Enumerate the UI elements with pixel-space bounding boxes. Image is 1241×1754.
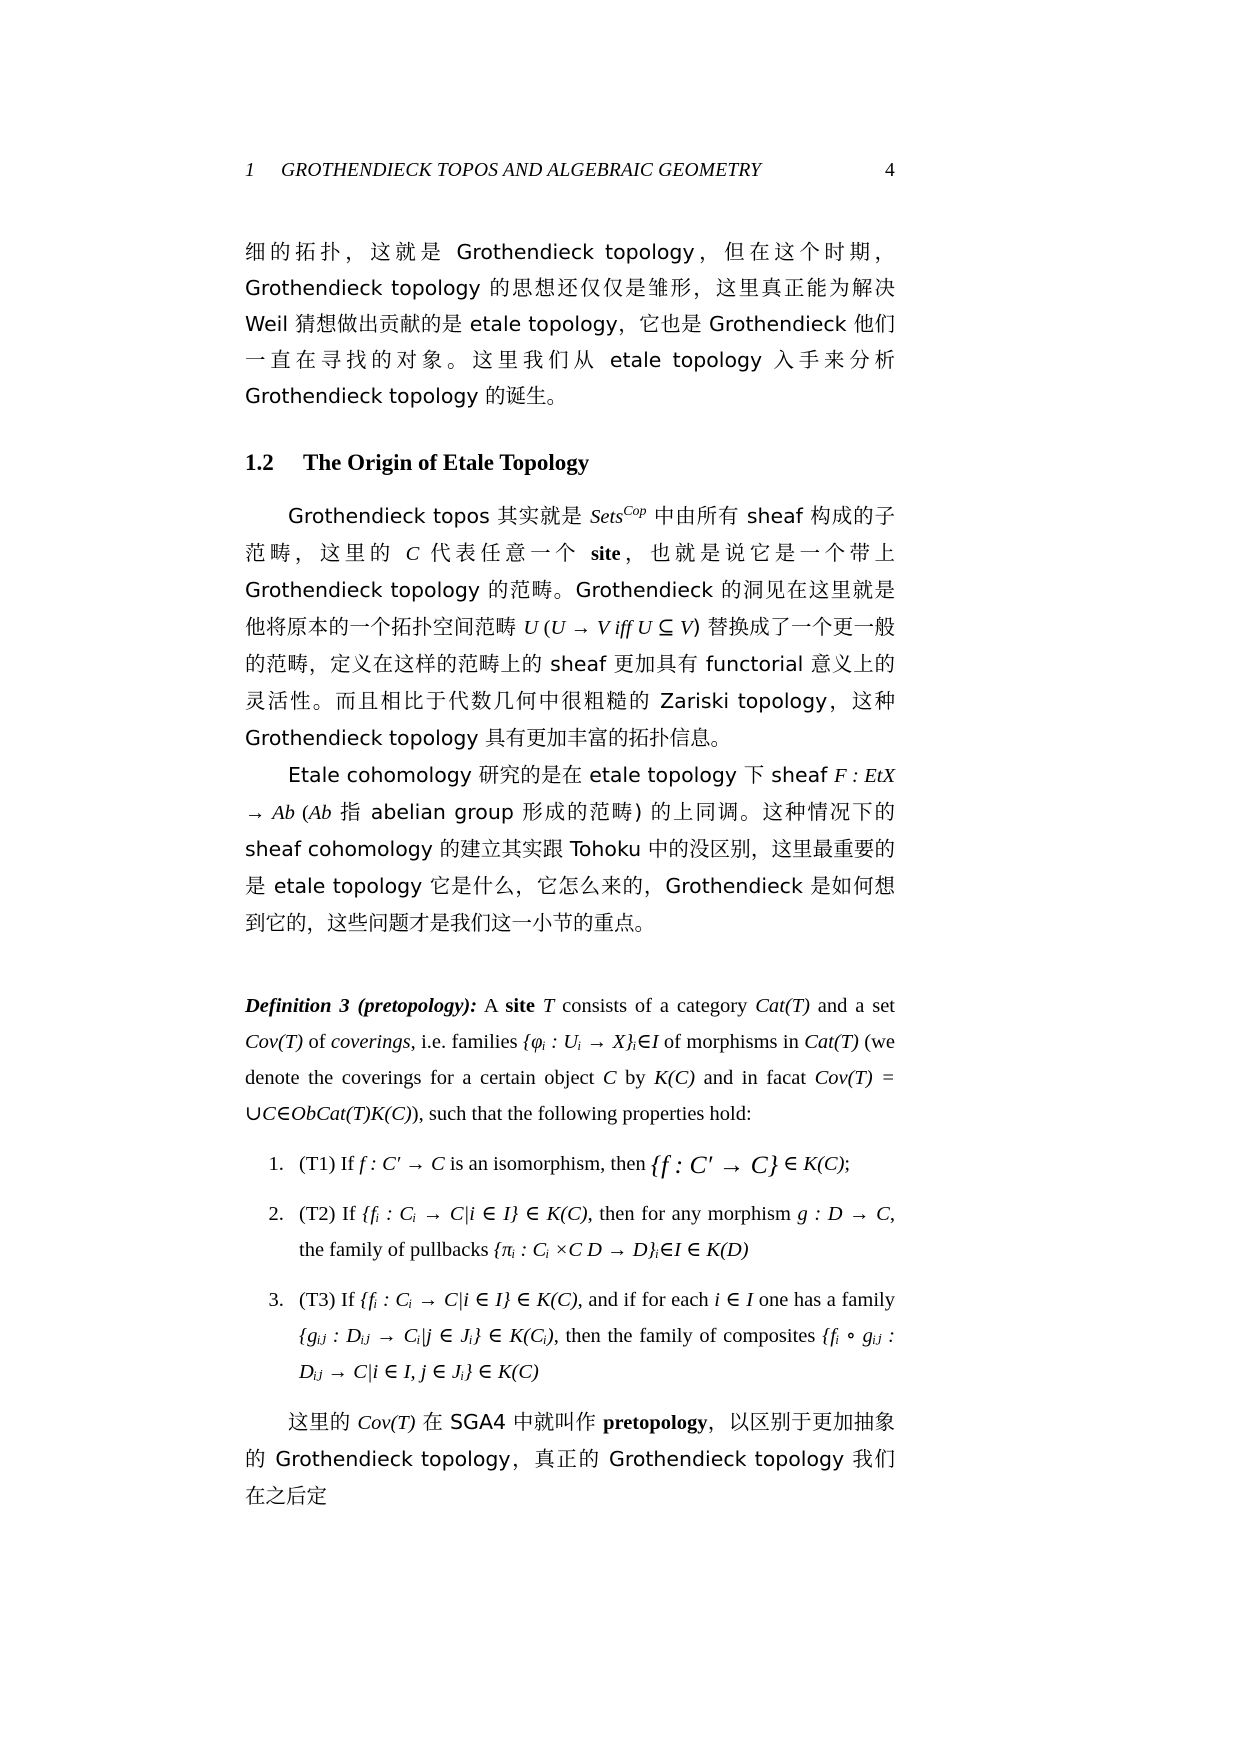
axiom-tag-t1: (T1) xyxy=(299,1152,336,1175)
bold-pretopology: pretopology xyxy=(603,1411,708,1434)
axiom-t3-text-4: one has a family xyxy=(753,1288,895,1311)
math-Ab: Ab xyxy=(308,801,332,824)
axiom-t3-text-6: , then the family of composites xyxy=(553,1324,823,1347)
axiom-t2-text-1: If xyxy=(335,1202,363,1225)
math-CatT: Cat(T) xyxy=(755,994,810,1017)
math-families: {φᵢ : Uᵢ → X}ᵢ∈I xyxy=(522,1030,659,1053)
definition-bold-site: site xyxy=(505,994,535,1017)
running-header xyxy=(245,160,895,182)
math-CovT-union: Cov(T) = ∪C∈ObCat(T)K(C) xyxy=(245,1066,895,1125)
math-sets-exponent: Cop xyxy=(623,504,647,519)
axiom-t1-math-3: K(C) xyxy=(803,1152,845,1175)
header-section-title: GROTHENDIECK TOPOS AND ALGEBRAIC GEOMETRY xyxy=(281,160,762,181)
tail-text-2: 在 SGA4 中就叫作 xyxy=(415,1409,604,1434)
axiom-t2-math-1: {fᵢ : Cᵢ → C|i ∈ I} xyxy=(362,1202,519,1225)
axiom-tag-t2: (T2) xyxy=(299,1202,336,1225)
section-heading-title: The Origin of Etale Topology xyxy=(303,450,590,475)
axiom-t3-text-2: ∈ xyxy=(510,1288,537,1311)
axiom-item-t1 xyxy=(289,1146,895,1182)
axiom-t2-math-4: {πᵢ : Cᵢ ×C D → D}ᵢ∈I xyxy=(493,1238,681,1261)
italic-coverings: coverings xyxy=(330,1030,411,1053)
definition-text-4: and a set xyxy=(809,994,895,1017)
page-content xyxy=(245,160,895,1515)
axiom-t1-math-2: {f : C′ → C} xyxy=(650,1149,778,1179)
axiom-t3-text-3: , and if for each xyxy=(577,1288,715,1311)
axiom-t1-math-1: f : C′ → C xyxy=(359,1152,445,1175)
math-CatT-2: Cat(T) xyxy=(804,1030,859,1053)
section-heading xyxy=(245,450,895,476)
paragraph-tail xyxy=(245,1404,895,1515)
definition-text-1: A xyxy=(477,994,506,1017)
math-CovT: Cov(T) xyxy=(245,1030,304,1053)
header-section-number: 1 xyxy=(245,160,255,181)
pretopology-axiom-list xyxy=(245,1146,895,1390)
axiom-tag-t3: (T3) xyxy=(299,1288,336,1311)
etale-text-1: Etale cohomology 研究的是在 etale topology 下 sheaf xyxy=(288,762,835,787)
etale-text-3: 指 abelian group 形成的范畴) 的上同调。这种情况下的 sheaf cohomology 的建立其实跟 Tohoku 中的没区别，这里最重要的是 etale topology 它是什么，它怎么来的，Grothendieck 是如何想到它的，这些问题才是我们这一小节的重点。 xyxy=(245,799,895,935)
topos-text-3: 代表任意一个 xyxy=(419,540,591,565)
axiom-t3-math-1: {fᵢ : Cᵢ → C|i ∈ I} xyxy=(360,1288,511,1311)
tail-text-1: 这里的 xyxy=(288,1409,358,1434)
axiom-t1-text-3: ∈ xyxy=(777,1152,804,1175)
tail-text-3: ，以区别于更加抽象的 Grothendieck topology，真正的 Grothendieck topology 我们在之后定 xyxy=(245,1409,895,1508)
etale-text-2: ( xyxy=(294,801,309,824)
axiom-t2-text-3: , then for any morphism xyxy=(587,1202,798,1225)
paragraph-continuation: 细的拓扑，这就是 Grothendieck topology，但在这个时期，Grothendieck topology 的思想还仅仅是雏形，这里真正能为解决 Weil 猜想做出贡献的是 etale topology，它也是 Grothendieck 他们一直在寻找的对象。这里我们从 etale topology 入手来分析 Grothendieck topology 的诞生。 xyxy=(245,240,895,408)
topos-text-2: 中由所有 sheaf 构成的子范畴，这里的 xyxy=(245,503,895,565)
definition-text-11: ), such that the following properties hold: xyxy=(411,1102,752,1125)
definition-text-10: and in facat xyxy=(695,1066,815,1089)
axiom-t1-text-4: ; xyxy=(844,1152,851,1175)
axiom-t2-text-2: ∈ xyxy=(518,1202,547,1225)
topos-text-5: ( xyxy=(538,616,551,639)
definition-text-9: by xyxy=(616,1066,655,1089)
axiom-item-t3 xyxy=(289,1282,895,1390)
math-C-object: C xyxy=(602,1066,617,1089)
axiom-t2-math-3: g : D → C xyxy=(797,1202,890,1225)
topos-text-6: ) 替换成了一个更一般的范畴，定义在这样的范畴上的 sheaf 更加具有 functorial 意义上的灵活性。而且相比于代数几何中很粗糙的 Zariski topology，这种 Grothendieck topology 具有更加丰富的拓扑信息。 xyxy=(245,614,896,750)
math-sets: Sets xyxy=(590,505,624,528)
axiom-t3-math-5: K(Cᵢ) xyxy=(509,1324,554,1347)
bold-site: site xyxy=(590,542,621,565)
math-U-calligraphic: U xyxy=(523,616,539,639)
math-F-functor: F : EtX → Ab xyxy=(245,764,895,824)
axiom-t1-text-1: If xyxy=(335,1152,360,1175)
axiom-t3-text-1: If xyxy=(335,1288,361,1311)
math-C: C xyxy=(405,542,420,565)
axiom-t2-text-4: , the family of pullbacks xyxy=(299,1202,895,1261)
definition-text-8: (we denote the coverings for a certain object xyxy=(245,1030,895,1089)
axiom-t3-math-6: {fᵢ ∘ gᵢⱼ : Dᵢⱼ → C|i ∈ I, j ∈ Jᵢ} xyxy=(299,1324,896,1383)
definition-text-7: of morphisms in xyxy=(658,1030,805,1053)
definition-text-2 xyxy=(535,995,543,1017)
paragraph-etale-cohomology xyxy=(245,757,895,942)
definition-text-5: of xyxy=(303,1030,331,1053)
axiom-t3-math-7: K(C) xyxy=(497,1360,539,1383)
paragraph-topos xyxy=(245,494,895,757)
math-inclusion-expression: U → V iff U ⊆ V xyxy=(550,616,693,639)
topos-text-1: Grothendieck topos 其实就是 xyxy=(288,503,591,528)
topos-text-4: ，也就是说它是一个带上 Grothendieck topology 的范畴。Grothendieck 的洞见在这里就是他将原本的一个拓扑空间范畴 xyxy=(245,540,895,639)
definition-text-3: consists of a category xyxy=(554,994,756,1017)
axiom-item-t2 xyxy=(289,1196,895,1268)
definition-label: Definition 3 (pretopology): xyxy=(245,994,478,1017)
axiom-t3-math-3: i ∈ I xyxy=(714,1288,754,1311)
axiom-t3-math-2: K(C) xyxy=(536,1288,578,1311)
math-T: T xyxy=(542,994,555,1017)
tail-math-CovT: Cov(T) xyxy=(357,1411,416,1434)
axiom-t2-math-5: K(D) xyxy=(706,1238,749,1261)
axiom-t3-text-5: ∈ xyxy=(480,1324,510,1347)
axiom-t3-text-7: ∈ xyxy=(472,1360,498,1383)
axiom-t1-text-2: is an isomorphism, then xyxy=(444,1152,651,1175)
definition-block xyxy=(245,988,895,1390)
axiom-t2-text-5: ∈ xyxy=(680,1238,707,1261)
section-heading-number: 1.2 xyxy=(245,450,274,475)
axiom-t3-math-4: {gᵢⱼ : Dᵢⱼ → Cᵢ|j ∈ Jᵢ} xyxy=(299,1324,481,1347)
page-number: 4 xyxy=(885,160,895,181)
axiom-t2-math-2: K(C) xyxy=(546,1202,588,1225)
math-KC: K(C) xyxy=(654,1066,696,1089)
definition-text-6: , i.e. families xyxy=(410,1030,523,1053)
